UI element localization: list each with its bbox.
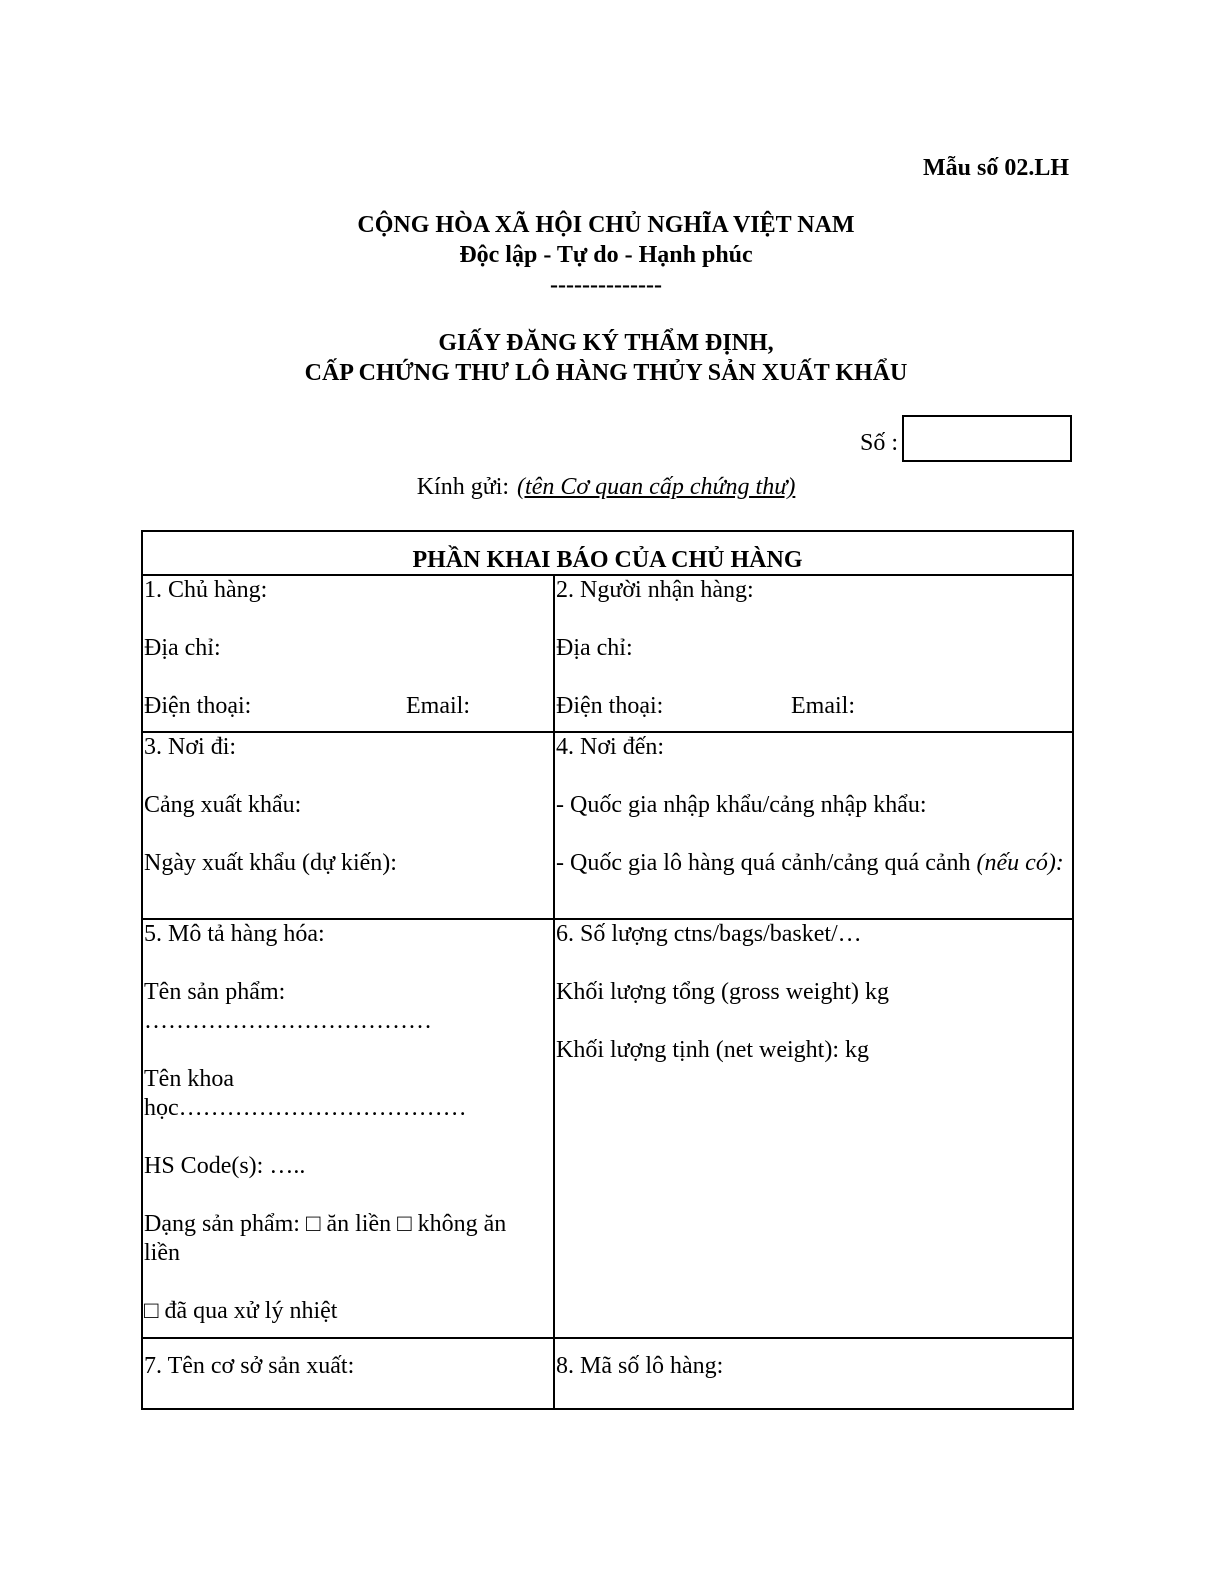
shipper-email-label: Email: [406, 693, 470, 719]
import-country-label: - Quốc gia nhập khẩu/cảng nhập khẩu: [556, 792, 927, 818]
goods-description-cell[interactable] [142, 919, 554, 1338]
scientific-name-label: Tên khoa [144, 1066, 234, 1092]
transit-country-label: - Quốc gia lô hàng quá cảnh/cảng quá cảnh (nếu có): [556, 850, 1064, 876]
scientific-name-dots: học……………………………… [144, 1095, 467, 1121]
consignee-address-label: Địa chỉ: [556, 635, 633, 661]
goods-title: 5. Mô tả hàng hóa: [144, 921, 325, 947]
producer-title: 7. Tên cơ sở sản xuất: [144, 1353, 355, 1379]
export-date-label: Ngày xuất khẩu (dự kiến): [144, 850, 397, 876]
number-label: Số : [860, 430, 899, 456]
shipper-title: 1. Chủ hàng: [144, 577, 268, 603]
recipient-line [0, 474, 1212, 501]
origin-title: 3. Nơi đi: [144, 734, 237, 760]
lot-code-title: 8. Mã số lô hàng: [556, 1353, 724, 1379]
nation-heading: CỘNG HÒA XÃ HỘI CHỦ NGHĨA VIỆT NAM [357, 212, 855, 238]
number-field[interactable] [902, 415, 1072, 462]
divider-dashes: -------------- [550, 272, 662, 298]
quantity-title: 6. Số lượng ctns/bags/basket/… [556, 921, 862, 947]
consignee-phone-label: Điện thoại: Email: [556, 693, 855, 719]
product-form-line1: Dạng sản phẩm: □ ăn liền □ không ăn [144, 1211, 507, 1237]
destination-cell[interactable] [554, 732, 1073, 919]
shipper-address-label: Địa chỉ: [144, 635, 221, 661]
producer-cell[interactable] [142, 1338, 554, 1409]
recipient-label: Kính gửi: [416, 474, 510, 500]
form-number: Mẫu số 02.LH [922, 155, 1069, 181]
recipient-placeholder[interactable]: (tên Cơ quan cấp chứng thư) [517, 474, 796, 500]
product-form-line2: liền [144, 1240, 180, 1266]
heat-treated-option: □ đã qua xử lý nhiệt [144, 1298, 338, 1324]
destination-title: 4. Nơi đến: [556, 734, 665, 760]
consignee-title: 2. Người nhận hàng: [556, 577, 754, 603]
origin-cell[interactable] [142, 732, 554, 919]
gross-weight-label: Khối lượng tổng (gross weight) kg [556, 979, 890, 1005]
quantity-cell[interactable] [554, 919, 1073, 1338]
document-title-line2: CẤP CHỨNG THƯ LÔ HÀNG THỦY SẢN XUẤT KHẨU [304, 360, 908, 386]
shipper-cell[interactable] [142, 575, 554, 732]
product-name-dots: ……………………………… [144, 1008, 432, 1034]
motto: Độc lập - Tự do - Hạnh phúc [459, 242, 753, 268]
hs-code-label: HS Code(s): ….. [144, 1153, 306, 1179]
table-header: PHẦN KHAI BÁO CỦA CHỦ HÀNG [142, 531, 1073, 575]
lot-code-cell[interactable] [554, 1338, 1073, 1409]
export-port-label: Cảng xuất khẩu: [144, 792, 302, 818]
declaration-table [141, 530, 1074, 1410]
shipper-phone-label: Điện thoại: Email: [144, 693, 470, 719]
product-name-label: Tên sản phẩm: [144, 979, 286, 1005]
consignee-cell[interactable] [554, 575, 1073, 732]
consignee-email-label: Email: [791, 693, 855, 719]
document-title-line1: GIẤY ĐĂNG KÝ THẨM ĐỊNH, [438, 330, 774, 356]
net-weight-label: Khối lượng tịnh (net weight): kg [556, 1037, 869, 1063]
